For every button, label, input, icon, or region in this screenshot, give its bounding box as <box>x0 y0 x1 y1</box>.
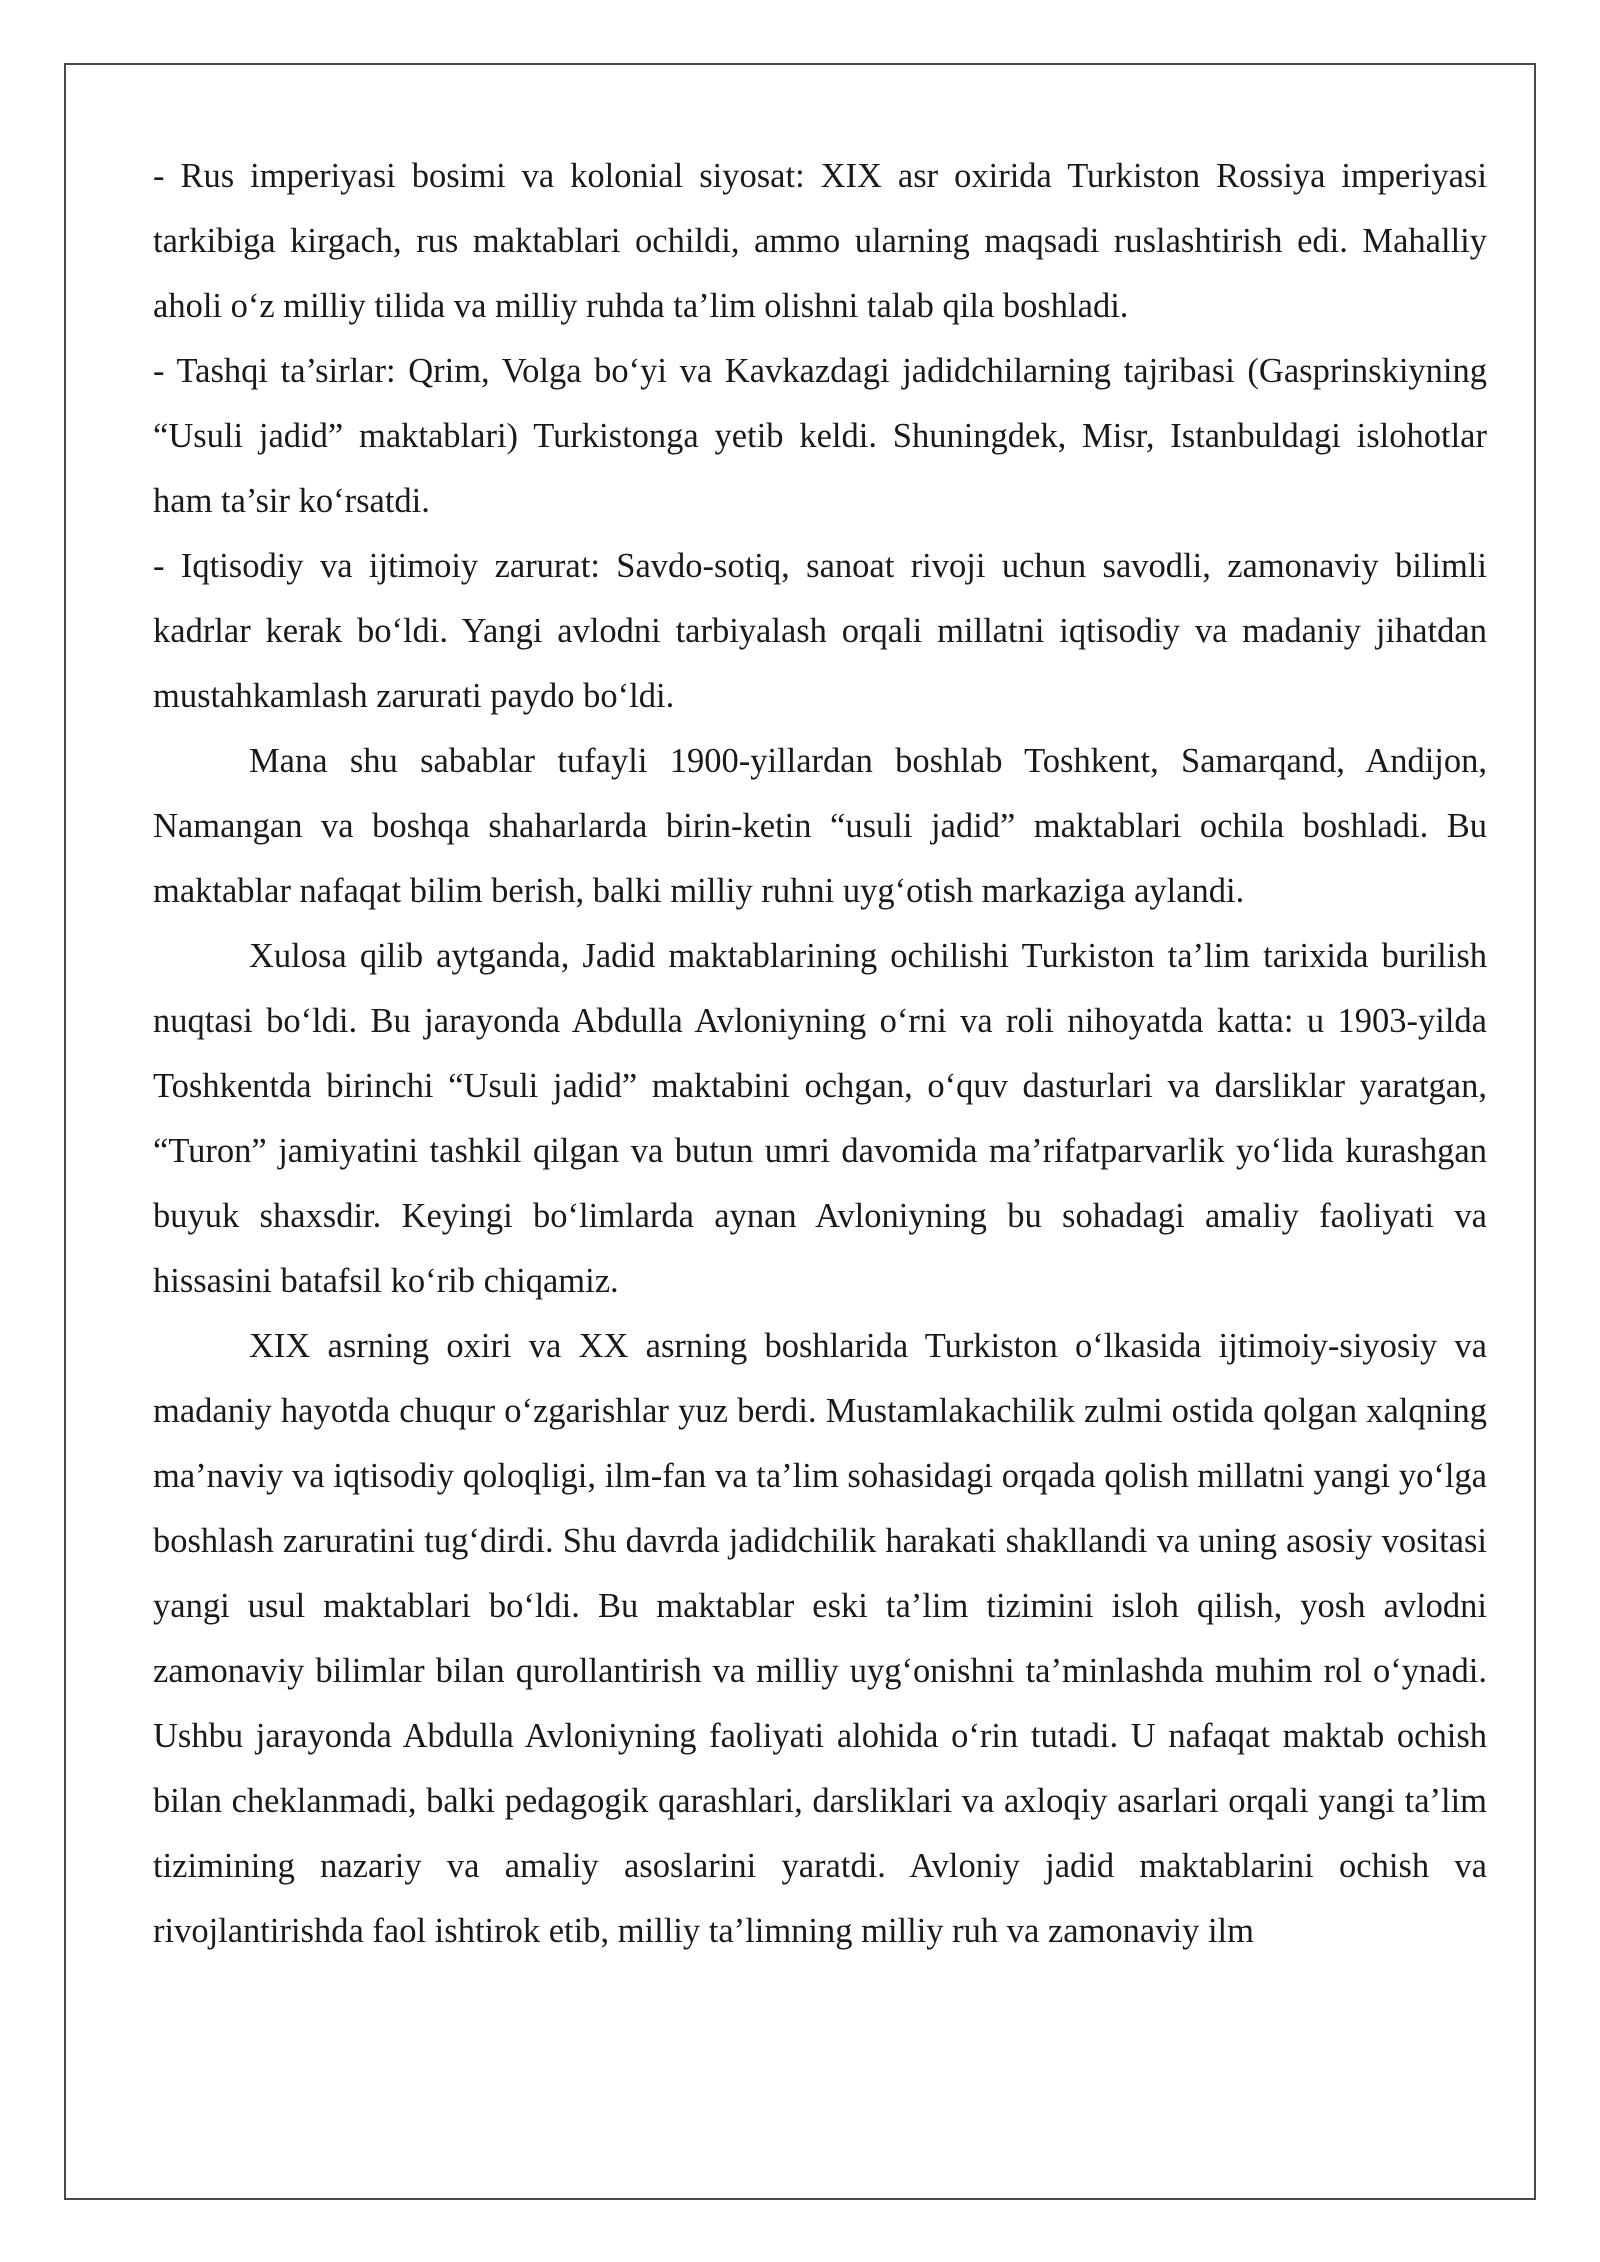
paragraph-conclusion: Xulosa qilib aytganda, Jadid maktablarining ochilishi Turkiston ta’lim tarixida burilish nuqtasi bo‘ldi. Bu jarayonda Abdulla Avloniyning o‘rni va roli nihoyatda katta: u 1903-yilda Toshkentda birinchi “Usuli jadid” maktabini ochgan, o‘quv dasturlari va darsliklar yaratgan, “Turon” jamiyatini tashkil qilgan va butun umri davomida ma’rifatparvarlik yo‘lida kurashgan buyuk shaxsdir. Keyingi bo‘limlarda aynan Avloniyning bu sohadagi amaliy faoliyati va hissasini batafsil ko‘rib chiqamiz. <box>153 937 1487 1300</box>
paragraph-external-influences: - Tashqi ta’sirlar: Qrim, Volga bo‘yi va Kavkazdagi jadidchilarning tajribasi (Gasprinskiyning “Usuli jadid” maktablari) Turkistonga yetib keldi. Shuningdek, Misr, Istanbuldagi islohotlar ham ta’sir ko‘rsatdi. <box>153 352 1487 520</box>
paragraph-schools-opening: Mana shu sabablar tufayli 1900-yillardan boshlab Toshkent, Samarqand, Andijon, Namangan va boshqa shaharlarda birin-ketin “usuli jadid” maktablari ochila boshladi. Bu maktablar nafaqat bilim berish, balki milliy ruhni uyg‘otish markaziga aylandi. <box>153 742 1487 910</box>
paragraph-historical-context: XIX asrning oxiri va XX asrning boshlarida Turkiston o‘lkasida ijtimoiy-siyosiy va madaniy hayotda chuqur o‘zgarishlar yuz berdi. Mustamlakachilik zulmi ostida qolgan xalqning ma’naviy va iqtisodiy qoloqligi, ilm-fan va ta’lim sohasidagi orqada qolish millatni yangi yo‘lga boshlash zaruratini tug‘dirdi. Shu davrda jadidchilik harakati shakllandi va uning asosiy vositasi yangi usul maktablari bo‘ldi. Bu maktablar eski ta’lim tizimini isloh qilish, yosh avlodni zamonaviy bilimlar bilan qurollantirish va milliy uyg‘onishni ta’minlashda muhim rol o‘ynadi. Ushbu jarayonda Abdulla Avloniyning faoliyati alohida o‘rin tutadi. U nafaqat maktab ochish bilan cheklanmadi, balki pedagogik qarashlari, darsliklari va axloqiy asarlari orqali yangi ta’lim tizimining nazariy va amaliy asoslarini yaratdi. Avloniy jadid maktablarini ochish va rivojlantirishda faol ishtirok etib, milliy ta’limning milliy ruh va zamonaviy ilm <box>153 1327 1487 1950</box>
paragraph-economic-need: - Iqtisodiy va ijtimoiy zarurat: Savdo-sotiq, sanoat rivoji uchun savodli, zamonaviy bilimli kadrlar kerak bo‘ldi. Yangi avlodni tarbiyalash orqali millatni iqtisodiy va madaniy jihatdan mustahkamlash zarurati paydo bo‘ldi. <box>153 547 1487 715</box>
document-body <box>153 144 1487 1964</box>
paragraph-russian-pressure: - Rus imperiyasi bosimi va kolonial siyosat: XIX asr oxirida Turkiston Rossiya imperiyasi tarkibiga kirgach, rus maktablari ochildi, ammo ularning maqsadi ruslashtirish edi. Mahalliy aholi o‘z milliy tilida va milliy ruhda ta’lim olishni talab qila boshladi. <box>153 157 1487 325</box>
